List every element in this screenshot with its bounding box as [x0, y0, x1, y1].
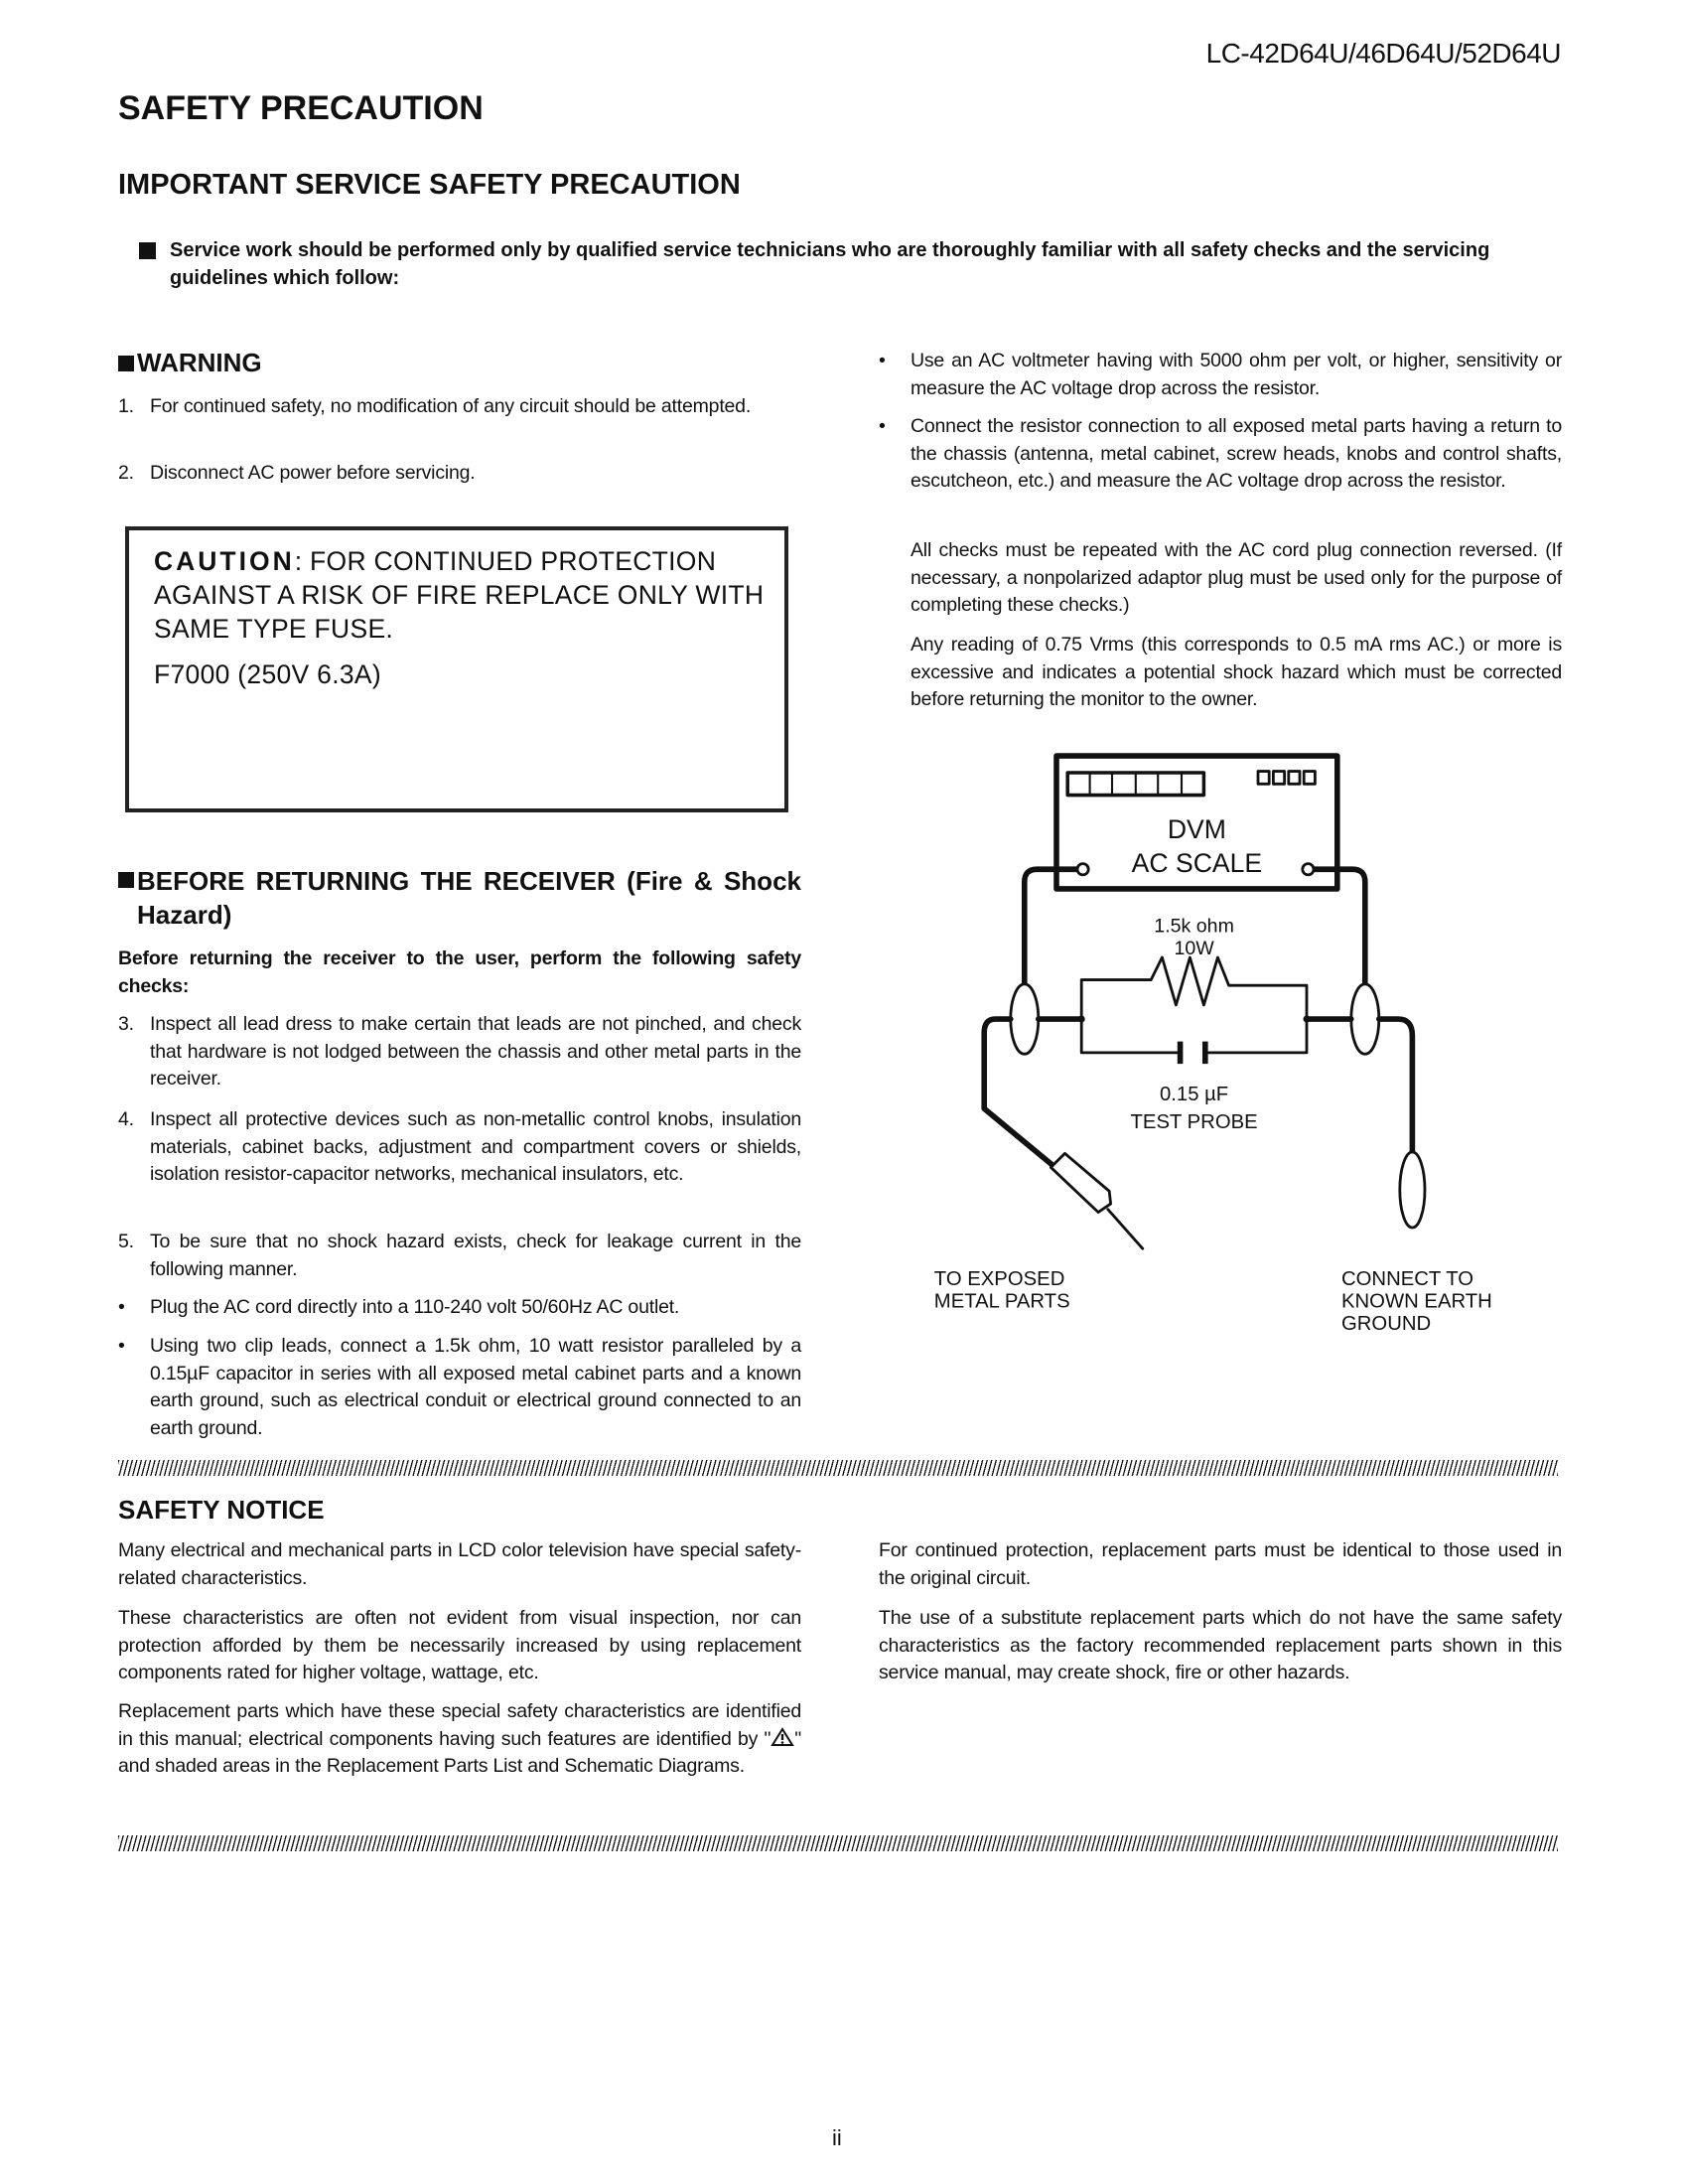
ground-wire [1379, 1019, 1413, 1153]
node-dot [1304, 1016, 1311, 1023]
exposed-parts-label: METAL PARTS [933, 1290, 1070, 1313]
left-terminal [1077, 864, 1088, 875]
left-clip [1011, 984, 1039, 1054]
item-text: Disconnect AC power before servicing. [150, 462, 476, 484]
earth-ground-label: KNOWN EARTH [1341, 1290, 1492, 1313]
item-text: For continued safety, no modification of any circuit should be attempted. [150, 395, 752, 417]
caution-label: CAUTION [154, 546, 295, 576]
list-item [879, 413, 1562, 496]
item-number: 4. [118, 1108, 134, 1130]
bullet: • [879, 350, 886, 371]
item-number: 2. [118, 462, 134, 484]
item-number: 1. [118, 395, 134, 417]
resistor-label: 1.5k ohm [1154, 915, 1234, 938]
node-dot [1078, 1016, 1085, 1023]
item-text: Inspect all protective devices such as non-metallic control knobs, insulation materials, cabinet backs, adjustment and compartment covers or shields, isolation resistor-capacitor networks, mechanical insulators, etc. [150, 1108, 801, 1185]
paragraph: The use of a substitute replacement parts which do not have the same safety characteristics as the factory recommended replacement parts shown in this service manual, may create shock, fire or other hazards. [879, 1607, 1562, 1683]
bullet: • [118, 1335, 125, 1357]
list-item [879, 348, 1562, 402]
warning-triangle-icon [771, 1727, 794, 1747]
section-title: IMPORTANT SERVICE SAFETY PRECAUTION [118, 169, 741, 201]
item-number: 3. [118, 1013, 134, 1035]
capacitor [1181, 1042, 1205, 1065]
paragraph: All checks must be repeated with the AC cord plug connection reversed. (If necessary, a nonpolarized adaptor plug must be used only for the purpose of completing these checks.) [911, 539, 1562, 616]
earth-ground-label: GROUND [1341, 1312, 1432, 1335]
caution-text [154, 544, 784, 646]
wattage-label: 10W [1174, 938, 1214, 960]
item-text: Plug the AC cord directly into a 110-240 volt 50/60Hz AC outlet. [150, 1296, 680, 1318]
list-item [118, 1106, 801, 1189]
section-divider [118, 1460, 1558, 1476]
before-returning-heading-text: BEFORE RETURNING THE RECEIVER (Fire & Shock Hazard) [137, 866, 801, 930]
paragraph-text: Replacement parts which have these special safety characteristics are identified in this manual; electrical components having such features are identified by " [118, 1700, 801, 1750]
list-item [118, 1011, 801, 1093]
item-text: To be sure that no shock hazard exists, check for leakage current in the following manner. [150, 1231, 801, 1280]
display-segments [1090, 773, 1182, 796]
warning-heading [118, 348, 801, 378]
paragraph: Any reading of 0.75 Vrms (this corresponds to 0.5 mA rms AC.) or more is excessive and indicates a potential shock hazard which must be corrected before returning the monitor to the owner. [911, 634, 1562, 710]
list-item [118, 460, 801, 488]
item-text: Using two clip leads, connect a 1.5k ohm, 10 watt resistor paralleled by a 0.15µF capacitor in series with all exposed metal cabinet parts and a known earth ground, such as electrical conduit or electrical ground connected to an earth ground. [150, 1335, 801, 1439]
earth-ground-label: CONNECT TO [1341, 1267, 1474, 1290]
paragraph: These characteristics are often not evident from visual inspection, nor can protection afforded by them be necessarily increased by using replacement components rated for higher voltage, wattage, etc. [118, 1607, 801, 1683]
item-text: Inspect all lead dress to make certain that leads are not pinched, and check that hardware is not lodged between the chassis and other metal parts in the receiver. [150, 1013, 801, 1090]
paragraph [118, 1698, 801, 1781]
list-item [118, 1294, 801, 1322]
page-number: ii [832, 2125, 842, 2150]
warning-heading-text: WARNING [137, 348, 262, 377]
square-bullet-icon [118, 356, 134, 371]
probe-tip [1108, 1210, 1143, 1248]
leakage-test-diagram [917, 742, 1571, 1344]
model-number: LC-42D64U/46D64U/52D64U [1205, 38, 1561, 69]
capacitor-label: 0.15 µF [1159, 1083, 1229, 1105]
dvm-button [1258, 772, 1269, 785]
page-title: SAFETY PRECAUTION [118, 89, 484, 127]
list-item [118, 1333, 801, 1442]
dvm-label: DVM [1167, 814, 1226, 845]
ground-clip [1400, 1152, 1425, 1228]
square-bullet-icon [118, 872, 134, 888]
dvm-button [1304, 772, 1315, 785]
section-divider [118, 1835, 1558, 1851]
item-number: 5. [118, 1231, 134, 1252]
intro-text: Service work should be performed only by qualified service technicians who are thoroughly familiar with all safety checks and the servicing guidelines which follow: [170, 239, 1490, 289]
dvm-button [1289, 772, 1300, 785]
before-returning-lead: Before returning the receiver to the user, perform the following safety checks: [118, 947, 801, 997]
intro-note [139, 236, 1549, 292]
item-text: Use an AC voltmeter having with 5000 ohm per volt, or higher, sensitivity or measure the AC voltage drop across the resistor. [911, 350, 1562, 399]
bullet: • [118, 1296, 125, 1318]
before-returning-heading [118, 864, 801, 932]
bullet: • [879, 415, 886, 437]
resistor [1081, 957, 1307, 1053]
right-terminal [1303, 864, 1314, 875]
caution-box [125, 526, 788, 812]
paragraph-text: " and shaded areas in the Replacement Parts List and Schematic Diagrams. [118, 1727, 801, 1777]
test-probe-label: TEST PROBE [1130, 1110, 1258, 1133]
caution-body: : FOR CONTINUED PROTECTION AGAINST A RISK OF FIRE REPLACE ONLY WITH SAME TYPE FUSE. [154, 546, 765, 644]
right-clip [1351, 984, 1379, 1054]
list-item [118, 393, 801, 421]
dvm-button [1273, 772, 1284, 785]
square-bullet-icon [139, 242, 156, 259]
ac-scale-label: AC SCALE [1131, 847, 1263, 879]
fuse-rating: F7000 (250V 6.3A) [154, 659, 382, 689]
safety-notice-heading: SAFETY NOTICE [118, 1495, 325, 1525]
item-text: Connect the resistor connection to all exposed metal parts having a return to the chassis (antenna, metal cabinet, screw heads, knobs and control shafts, escutcheon, etc.) and measure the AC voltage drop across the resistor. [911, 415, 1562, 492]
test-probe [1051, 1153, 1110, 1212]
paragraph: For continued protection, replacement parts must be identical to those used in the original circuit. [879, 1539, 1562, 1589]
paragraph: Many electrical and mechanical parts in LCD color television have special safety-related characteristics. [118, 1539, 801, 1589]
list-item [118, 1229, 801, 1283]
exposed-parts-label: TO EXPOSED [933, 1267, 1065, 1290]
